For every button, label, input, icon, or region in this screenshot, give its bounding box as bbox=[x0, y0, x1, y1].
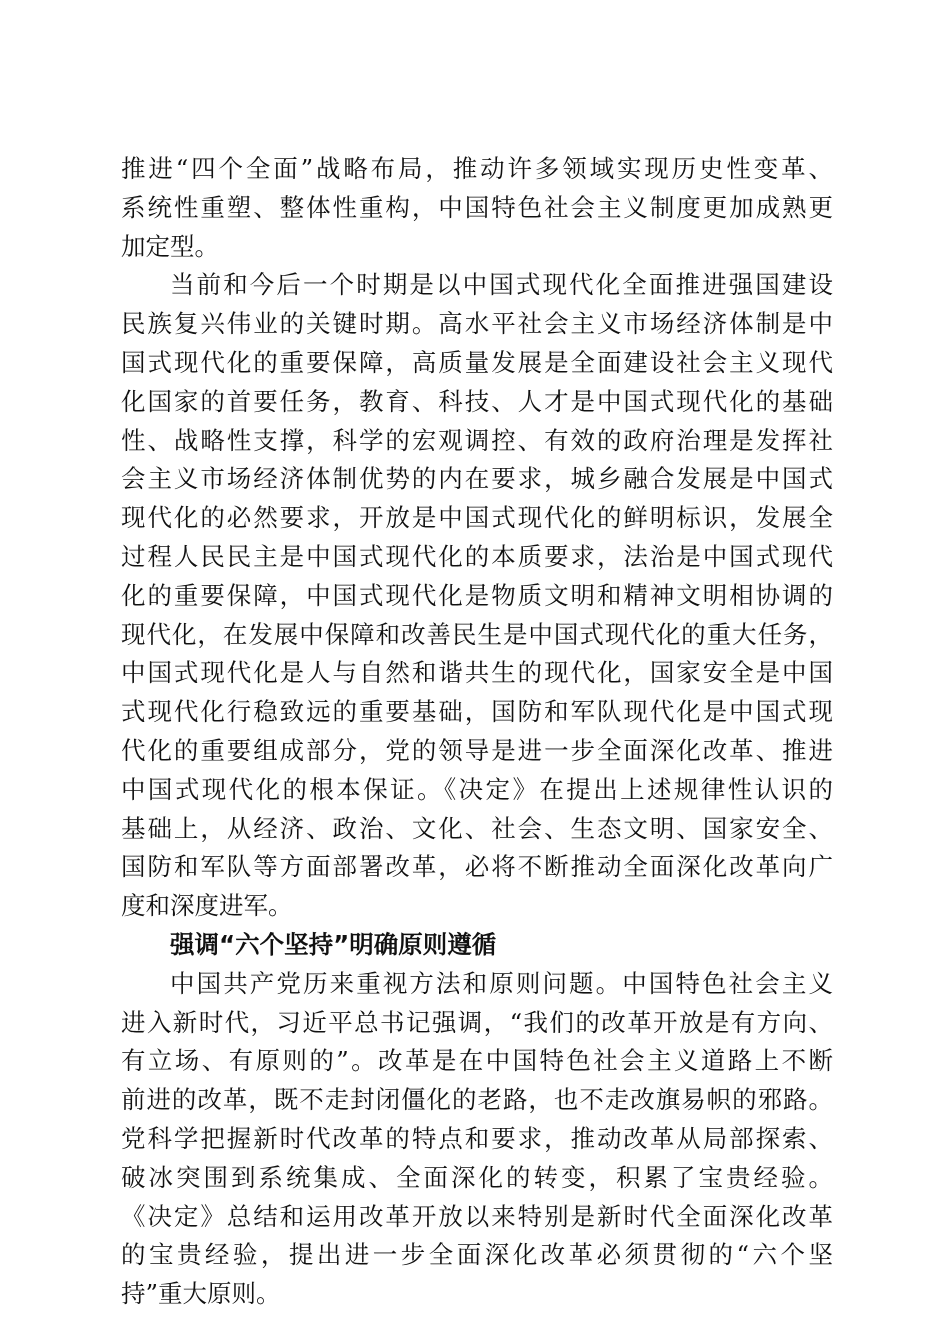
paragraph-line: 的宝贵经验，提出进一步全面深化改革必须贯彻的“六个坚 bbox=[121, 1240, 833, 1270]
paragraph-2 bbox=[121, 266, 833, 926]
paragraph-line: 有立场、有原则的”。改革是在中国特色社会主义道路上不断 bbox=[121, 1046, 833, 1076]
paragraph-line: 加定型。 bbox=[121, 231, 219, 261]
paragraph-line: 过程人民民主是中国式现代化的本质要求，法治是中国式现代 bbox=[121, 541, 833, 571]
paragraph-line: 前进的改革，既不走封闭僵化的老路，也不走改旗易帜的邪路。 bbox=[121, 1085, 833, 1115]
paragraph-line: 会主义市场经济体制优势的内在要求，城乡融合发展是中国式 bbox=[121, 464, 833, 494]
paragraph-line: 现代化，在发展中保障和改善民生是中国式现代化的重大任务， bbox=[121, 619, 833, 649]
document-page bbox=[121, 150, 833, 1314]
paragraph-line: 中国共产党历来重视方法和原则问题。中国特色社会主义 bbox=[170, 968, 833, 998]
paragraph-line: 国式现代化的重要保障，高质量发展是全面建设社会主义现代 bbox=[121, 347, 833, 377]
paragraph-1 bbox=[121, 150, 833, 266]
paragraph-line: 系统性重塑、整体性重构，中国特色社会主义制度更加成熟更 bbox=[121, 192, 833, 222]
paragraph-line: 化国家的首要任务，教育、科技、人才是中国式现代化的基础 bbox=[121, 386, 833, 416]
paragraph-line: 度和深度进军。 bbox=[121, 891, 293, 921]
paragraph-line: 当前和今后一个时期是以中国式现代化全面推进强国建设 bbox=[170, 270, 833, 300]
paragraph-line: 推进“四个全面”战略布局，推动许多领域实现历史性变革、 bbox=[121, 154, 833, 183]
paragraph-line: 《决定》总结和运用改革开放以来特别是新时代全面深化改革 bbox=[121, 1201, 833, 1231]
paragraph-line: 中国式现代化是人与自然和谐共生的现代化，国家安全是中国 bbox=[121, 658, 833, 688]
paragraph-line: 中国式现代化的根本保证。《决定》在提出上述规律性认识的 bbox=[121, 774, 833, 804]
paragraph-line: 持”重大原则。 bbox=[121, 1279, 281, 1309]
paragraph-line: 代化的重要组成部分，党的领导是进一步全面深化改革、推进 bbox=[121, 735, 833, 765]
paragraph-line: 化的重要保障，中国式现代化是物质文明和精神文明相协调的 bbox=[121, 580, 833, 610]
paragraph-line: 进入新时代，习近平总书记强调，“我们的改革开放是有方向、 bbox=[121, 1007, 833, 1037]
paragraph-line: 党科学把握新时代改革的特点和要求，推动改革从局部探索、 bbox=[121, 1123, 833, 1153]
paragraph-line: 式现代化行稳致远的重要基础，国防和军队现代化是中国式现 bbox=[121, 697, 833, 727]
section-heading: 强调“六个坚持”明确原则遵循 bbox=[170, 929, 497, 959]
paragraph-line: 基础上，从经济、政治、文化、社会、生态文明、国家安全、 bbox=[121, 813, 833, 843]
paragraph-3 bbox=[121, 965, 833, 1314]
paragraph-line: 民族复兴伟业的关键时期。高水平社会主义市场经济体制是中 bbox=[121, 309, 833, 339]
paragraph-line: 国防和军队等方面部署改革，必将不断推动全面深化改革向广 bbox=[121, 852, 833, 882]
paragraph-line: 现代化的必然要求，开放是中国式现代化的鲜明标识，发展全 bbox=[121, 503, 833, 533]
paragraph-line: 性、战略性支撑，科学的宏观调控、有效的政府治理是发挥社 bbox=[121, 425, 833, 455]
paragraph-line: 破冰突围到系统集成、全面深化的转变，积累了宝贵经验。 bbox=[121, 1162, 833, 1192]
